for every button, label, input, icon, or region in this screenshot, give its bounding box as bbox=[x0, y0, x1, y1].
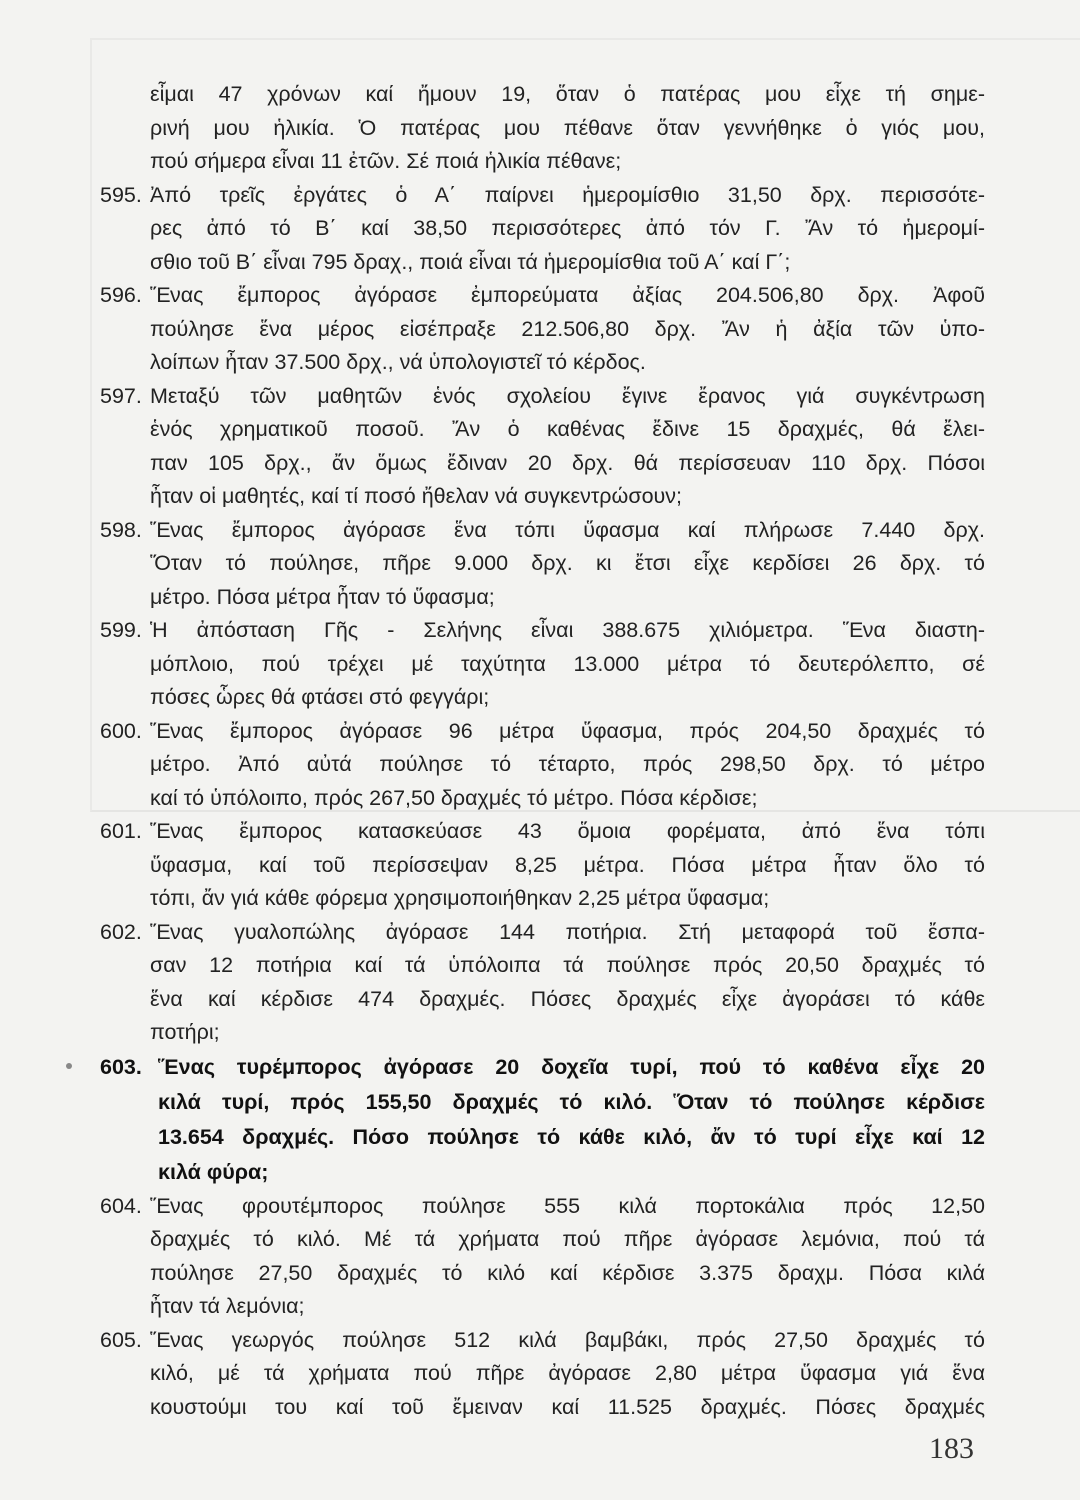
text-line: Ὅταν τό πούλησε, πῆρε 9.000 δρχ. κι ἔτσι εἶχε κερδίσει 26 δρχ. τό bbox=[150, 551, 985, 575]
text-line: ὕφασμα, καί τοῦ περίσσεψαν 8,25 μέτρα. Πόσα μέτρα ἦταν ὅλο τό bbox=[150, 852, 985, 877]
text-line: μέτρο. Ἀπό αὐτά πούλησε τό τέταρτο, πρός 298,50 δρχ. τό μέτρο bbox=[150, 752, 985, 776]
text-line: πούλησε 27,50 δραχμές τό κιλό καί κέρδισε 3.375 δραχμ. Πόσα κιλά bbox=[150, 1260, 985, 1285]
problem-603 bbox=[100, 1050, 985, 1190]
text-line: λοίπων ἦταν 37.500 δρχ., νά ὑπολογιστεῖ τό κέρδος. bbox=[150, 350, 646, 374]
problem-number: 604. bbox=[100, 1193, 142, 1218]
text-line: πού σήμερα εἶναι 11 ἐτῶν. Σέ ποιά ἡλικία πέθανε; bbox=[150, 149, 622, 173]
text-line: σαν 12 ποτήρια καί τά ὑπόλοιπα τά πούλησε πρός 20,50 δραχμές τό bbox=[150, 953, 985, 977]
text-line: Ἕνας γεωργός πούλησε 512 κιλά βαμβάκι, πρός 27,50 δραχμές τό bbox=[150, 1327, 985, 1352]
text-line: ἑνός χρηματικοῦ ποσοῦ. Ἄν ὁ καθένας ἔδινε 15 δραχμές, θά ἔλει- bbox=[150, 417, 985, 441]
problem-number: 602. bbox=[100, 919, 142, 944]
text-line: καί τό ὑπόλοιπο, πρός 267,50 δραχμές τό μέτρο. Πόσα κέρδισε; bbox=[150, 785, 758, 810]
page-number: 183 bbox=[929, 1432, 974, 1465]
text-line: πούλησε ἕνα μέρος εἰσέπραξε 212.506,80 δρχ. Ἄν ἡ ἀξία τῶν ὑπο- bbox=[150, 316, 985, 341]
text-line: Μεταξύ τῶν μαθητῶν ἑνός σχολείου ἔγινε ἔρανος γιά συγκέντρωση bbox=[150, 383, 985, 408]
problem-598 bbox=[100, 514, 985, 615]
text-line: κιλά τυρί, πρός 155,50 δραχμές τό κιλό. Ὅταν τό πούλησε κέρδισε bbox=[158, 1089, 985, 1114]
problem-599 bbox=[100, 614, 985, 715]
text-line: Ἕνας γυαλοπώλης ἀγόρασε 144 ποτήρια. Στή μεταφορά τοῦ ἔσπα- bbox=[150, 919, 985, 944]
text-line: 13.654 δραχμές. Πόσο πούλησε τό κάθε κιλό, ἄν τό τυρί εἶχε καί 12 bbox=[158, 1124, 985, 1149]
problem-number: 600. bbox=[100, 718, 142, 743]
problem-600 bbox=[100, 715, 985, 816]
problem-number: 601. bbox=[100, 819, 142, 843]
problem-number: 599. bbox=[100, 618, 142, 642]
problem-605 bbox=[100, 1324, 985, 1425]
text-line: πόσες ὧρες θά φτάσει στό φεγγάρι; bbox=[150, 685, 490, 709]
problem-597 bbox=[100, 380, 985, 514]
intro-paragraph bbox=[100, 78, 985, 179]
text-line: μόπλοιο, πού τρέχει μέ ταχύτητα 13.000 μέτρα τό δευτερόλεπτο, σέ bbox=[150, 651, 985, 676]
text-line: Ἕνας τυρέμπορος ἀγόρασε 20 δοχεῖα τυρί, πού τό καθένα εἶχε 20 bbox=[158, 1054, 985, 1079]
problem-601 bbox=[100, 815, 985, 916]
text-line: κιλό, μέ τά χρήματα πού πῆρε ἀγόρασε 2,80 μέτρα ὕφασμα γιά ἕνα bbox=[150, 1361, 985, 1385]
text-line: μέτρο. Πόσα μέτρα ἦταν τό ὕφασμα; bbox=[150, 584, 495, 609]
text-line: ποτήρι; bbox=[150, 1020, 220, 1044]
text-line: Ἡ ἀπόσταση Γῆς - Σελήνης εἶναι 388.675 χιλιόμετρα. Ἕνα διαστη- bbox=[150, 618, 985, 642]
problem-number: 598. bbox=[100, 517, 142, 542]
problem-number: 597. bbox=[100, 383, 142, 408]
page-body bbox=[100, 78, 985, 1424]
problem-number: 596. bbox=[100, 283, 142, 307]
problem-number: 605. bbox=[100, 1327, 142, 1352]
text-line: παν 105 δρχ., ἄν ὅμως ἔδιναν 20 δρχ. θά περίσσευαν 110 δρχ. Πόσοι bbox=[150, 450, 985, 475]
problem-602 bbox=[100, 916, 985, 1050]
text-line: τόπι, ἄν γιά κάθε φόρεμα χρησιμοποιήθηκαν 2,25 μέτρα ὕφασμα; bbox=[150, 886, 770, 910]
text-line: κουστούμι του καί τοῦ ἔμειναν καί 11.525 δραχμές. Πόσες δραχμές bbox=[150, 1394, 985, 1419]
text-line: ἦταν οἱ μαθητές, καί τί ποσό ἤθελαν νά συγκεντρώσουν; bbox=[150, 484, 683, 508]
text-line: σθιο τοῦ Β΄ εἶναι 795 δραχ., ποιά εἶναι τά ἡμερομίσθια τοῦ Α΄ καί Γ΄; bbox=[150, 249, 791, 274]
text-line: Ἕνας ἔμπορος κατασκεύασε 43 ὅμοια φορέματα, ἀπό ἕνα τόπι bbox=[150, 819, 985, 843]
problem-596 bbox=[100, 279, 985, 380]
problem-604 bbox=[100, 1190, 985, 1324]
text-line: Ἀπό τρεῖς ἐργάτες ὁ Α΄ παίρνει ἡμερομίσθιο 31,50 δρχ. περισσότε- bbox=[150, 182, 985, 207]
margin-mark bbox=[66, 1063, 72, 1069]
text-line: Ἕνας φρουτέμπορος πούλησε 555 κιλά πορτοκάλια πρός 12,50 bbox=[150, 1193, 985, 1218]
text-line: εἶμαι 47 χρόνων καί ἤμουν 19, ὅταν ὁ πατέρας μου εἶχε τή σημε- bbox=[150, 82, 985, 106]
text-line: Ἕνας ἔμπορος ἀγόρασε ἐμπορεύματα ἀξίας 204.506,80 δρχ. Ἀφοῦ bbox=[150, 283, 985, 307]
text-line: ἦταν τά λεμόνια; bbox=[150, 1294, 305, 1318]
text-line: Ἕνας ἔμπορος ἀγόρασε 96 μέτρα ὕφασμα, πρός 204,50 δραχμές τό bbox=[150, 718, 985, 743]
problem-number: 603. bbox=[100, 1054, 142, 1079]
problem-595 bbox=[100, 179, 985, 280]
text-line: ἕνα καί κέρδισε 474 δραχμές. Πόσες δραχμές εἶχε ἀγοράσει τό κάθε bbox=[150, 986, 985, 1011]
text-line: ρινή μου ἡλικία. Ὁ πατέρας μου πέθανε ὅταν γεννήθηκε ὁ γιός μου, bbox=[150, 115, 985, 140]
text-line: ρες ἀπό τό Β΄ καί 38,50 περισσότερες ἀπό τόν Γ. Ἄν τό ἡμερομί- bbox=[150, 216, 985, 240]
text-line: κιλά φύρα; bbox=[158, 1159, 269, 1184]
text-line: Ἕνας ἔμπορος ἀγόρασε ἕνα τόπι ὕφασμα καί πλήρωσε 7.440 δρχ. bbox=[150, 517, 985, 542]
problem-number: 595. bbox=[100, 182, 142, 207]
text-line: δραχμές τό κιλό. Μέ τά χρήματα πού πῆρε ἀγόρασε λεμόνια, πού τά bbox=[150, 1227, 985, 1251]
